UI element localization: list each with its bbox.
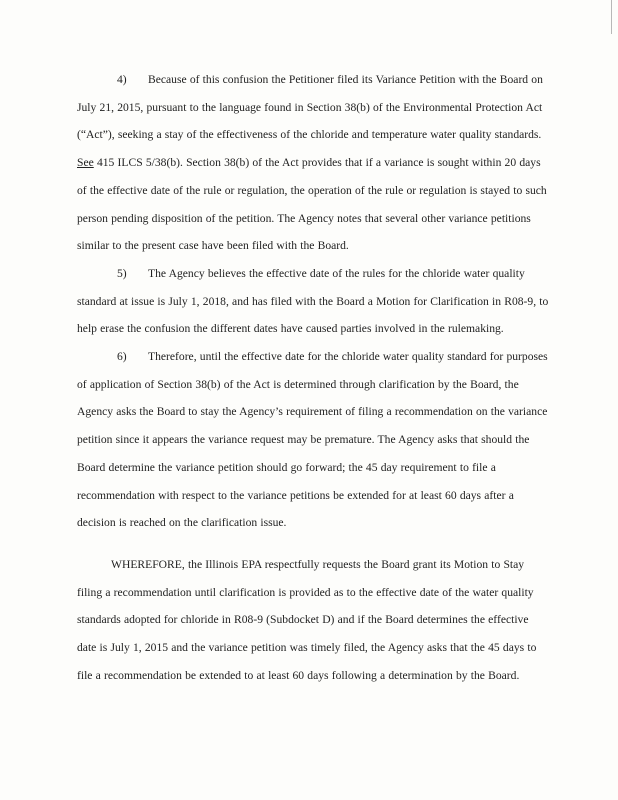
wherefore-text: WHEREFORE, the Illinois EPA respectfully requests the Board grant its Motion to Stay filing a recommendation until clarification is provided as to the effective date of the water quality standards adopted for chloride in R08-9 (Subdocket D) and if the Board determines the effective date is July 1, 2015 and the variance petition was timely filed, the Agency asks that the 45 days to file a recommendation be extended to at least 60 days following a determination by the Board. — [77, 557, 537, 682]
paragraph-5 — [77, 260, 549, 343]
paragraph-number: 4) — [117, 73, 127, 86]
paragraph-6 — [77, 343, 549, 537]
paragraph-spacer — [77, 537, 549, 551]
document-body — [77, 66, 549, 689]
paragraph-number: 5) — [117, 266, 127, 280]
paragraph-text-continued: 415 ILCS 5/38(b). Section 38(b) of the Act provides that if a variance is sought within 20 days of the effective date of the rule or regulation, the operation of the rule or regulation is stayed to such person pending disposition of the petition. The Agency notes that several other variance petitions similar to the present case have been filed with the Board. — [77, 156, 547, 253]
paragraph-4 — [77, 66, 549, 260]
paragraph-text: The Agency believes the effective date of the rules for the chloride water quality standard at issue is July 1, 2018, and has filed with the Board a Motion for Clarification in R08-9, to help erase the confusion the different dates have caused parties involved in the rulemaking. — [77, 266, 549, 336]
paragraph-text: Because of this confusion the Petitioner filed its Variance Petition with the Board on July 21, 2015, pursuant to the language found in Section 38(b) of the Environmental Protection Act (“Act”), seeking a stay of the effectiveness of the chloride and temperature water quality standards. — [77, 73, 543, 142]
paragraph-text: Therefore, until the effective date for the chloride water quality standard for purposes of application of Section 38(b) of the Act is determined through clarification by the Board, the Agency asks the Board to stay the Agency’s requirement of filing a recommendation on the variance petition since it appears the variance request may be premature. The Agency asks that should the Board determine the variance petition should go forward; the 45 day requirement to file a recommendation with respect to the variance petitions be extended for at least 60 days after a decision is reached on the clarification issue. — [77, 350, 548, 530]
paragraph-number: 6) — [117, 350, 127, 364]
scan-edge-mark — [611, 0, 612, 34]
wherefore-clause — [77, 551, 549, 690]
citation-signal: See — [77, 156, 94, 170]
